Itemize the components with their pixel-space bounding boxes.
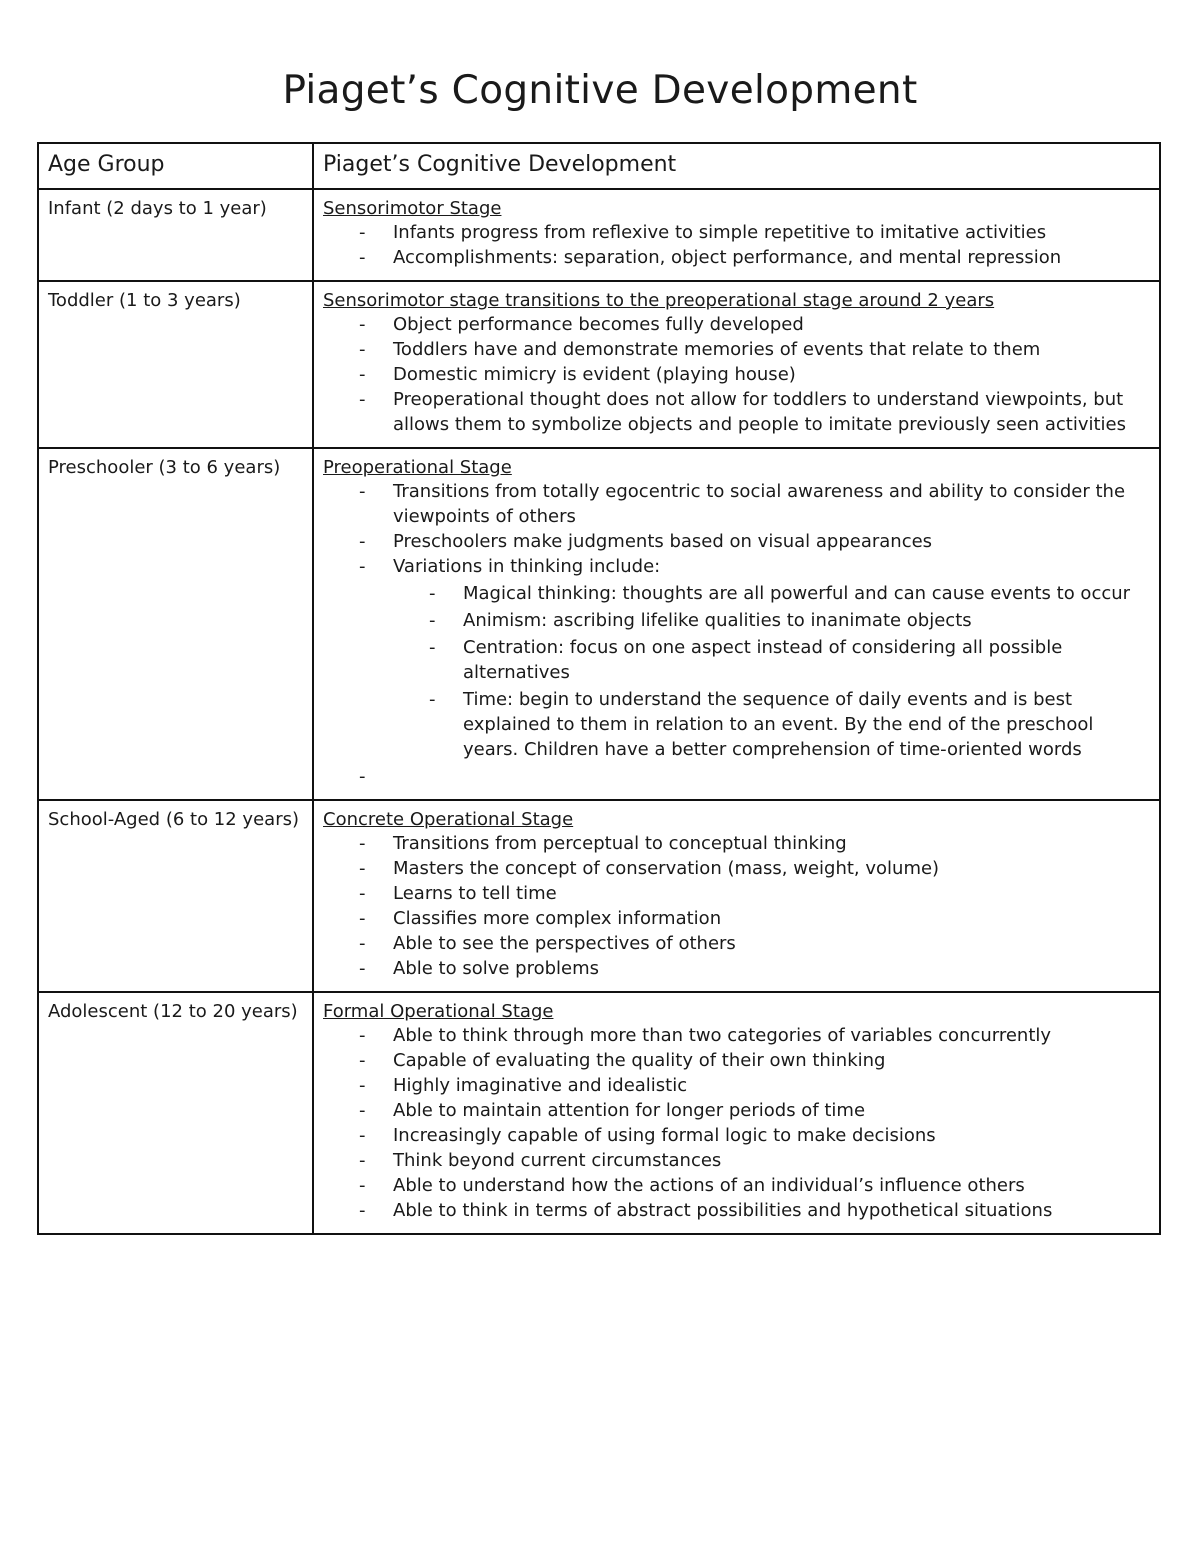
stage-cell [313, 800, 1160, 992]
bullet-list [323, 1023, 1150, 1223]
header-cognitive-development: Piaget’s Cognitive Development [313, 143, 1160, 189]
list-item: - Able to understand how the actions of an individual’s influence others [323, 1173, 1150, 1198]
age-cell [38, 800, 313, 992]
age-cell [38, 448, 313, 800]
bullet-list [323, 831, 1150, 981]
stage-cell [313, 992, 1160, 1234]
table-row-preschooler [38, 448, 1160, 800]
sub-list-item: - Time: begin to understand the sequence of daily events and is best explained to them in relation to an event. By the end of the preschool years. Children have a better comprehension of time-oriented words [393, 687, 1150, 762]
list-item: - Increasingly capable of using formal logic to make decisions [323, 1123, 1150, 1148]
list-item: - Learns to tell time [323, 881, 1150, 906]
list-item: - Classifies more complex information [323, 906, 1150, 931]
list-item: - Able to see the perspectives of others [323, 931, 1150, 956]
bullet-list [323, 479, 1150, 789]
bullet-list [323, 312, 1150, 437]
list-item: - Masters the concept of conservation (mass, weight, volume) [323, 856, 1150, 881]
list-item: - Capable of evaluating the quality of their own thinking [323, 1048, 1150, 1073]
bullet-list [323, 220, 1150, 270]
age-label: Preschooler (3 to 6 years) [48, 457, 281, 478]
list-item [323, 554, 1150, 762]
list-item: - Domestic mimicry is evident (playing house) [323, 362, 1150, 387]
list-item-text: Variations in thinking include: [393, 556, 661, 577]
list-item: - Transitions from totally egocentric to social awareness and ability to consider the viewpoints of others [323, 479, 1150, 529]
list-item: - Preschoolers make judgments based on visual appearances [323, 529, 1150, 554]
table-row-school-aged [38, 800, 1160, 992]
header-age-group: Age Group [38, 143, 313, 189]
page-title: Piaget’s Cognitive Development [282, 68, 918, 113]
list-item: - Able to maintain attention for longer periods of time [323, 1098, 1150, 1123]
age-label: School-Aged (6 to 12 years) [48, 809, 299, 830]
empty-list-item [323, 764, 1150, 789]
list-item: - Able to solve problems [323, 956, 1150, 981]
list-item: - Transitions from perceptual to conceptual thinking [323, 831, 1150, 856]
age-label: Adolescent (12 to 20 years) [48, 1001, 298, 1022]
table-row-adolescent [38, 992, 1160, 1234]
list-item: - Think beyond current circumstances [323, 1148, 1150, 1173]
sub-list-item: - Animism: ascribing lifelike qualities to inanimate objects [393, 608, 1150, 633]
table-header-row [38, 143, 1160, 189]
list-item: - Infants progress from reflexive to simple repetitive to imitative activities [323, 220, 1150, 245]
sub-bullet-list [393, 581, 1150, 762]
stage-heading: Formal Operational Stage [323, 1001, 554, 1022]
development-table [37, 142, 1161, 1235]
stage-cell [313, 448, 1160, 800]
sub-list-item: - Magical thinking: thoughts are all powerful and can cause events to occur [393, 581, 1150, 606]
list-item: - Able to think through more than two categories of variables concurrently [323, 1023, 1150, 1048]
stage-heading: Sensorimotor stage transitions to the preoperational stage around 2 years [323, 290, 995, 311]
list-item: - Toddlers have and demonstrate memories of events that relate to them [323, 337, 1150, 362]
list-item: - Able to think in terms of abstract possibilities and hypothetical situations [323, 1198, 1150, 1223]
age-cell [38, 189, 313, 281]
list-item: - Accomplishments: separation, object performance, and mental repression [323, 245, 1150, 270]
list-item: - Highly imaginative and idealistic [323, 1073, 1150, 1098]
stage-heading: Concrete Operational Stage [323, 809, 574, 830]
age-label: Toddler (1 to 3 years) [48, 290, 241, 311]
age-cell [38, 281, 313, 448]
sub-list-item: - Centration: focus on one aspect instead of considering all possible alternatives [393, 635, 1150, 685]
age-label: Infant (2 days to 1 year) [48, 198, 267, 219]
stage-cell [313, 189, 1160, 281]
list-item: - Preoperational thought does not allow for toddlers to understand viewpoints, but allows them to symbolize objects and people to imitate previously seen activities [323, 387, 1150, 437]
list-item: - Object performance becomes fully developed [323, 312, 1150, 337]
stage-heading: Preoperational Stage [323, 457, 512, 478]
stage-heading: Sensorimotor Stage [323, 198, 502, 219]
stage-cell [313, 281, 1160, 448]
table-row-infant [38, 189, 1160, 281]
table-row-toddler [38, 281, 1160, 448]
age-cell [38, 992, 313, 1234]
